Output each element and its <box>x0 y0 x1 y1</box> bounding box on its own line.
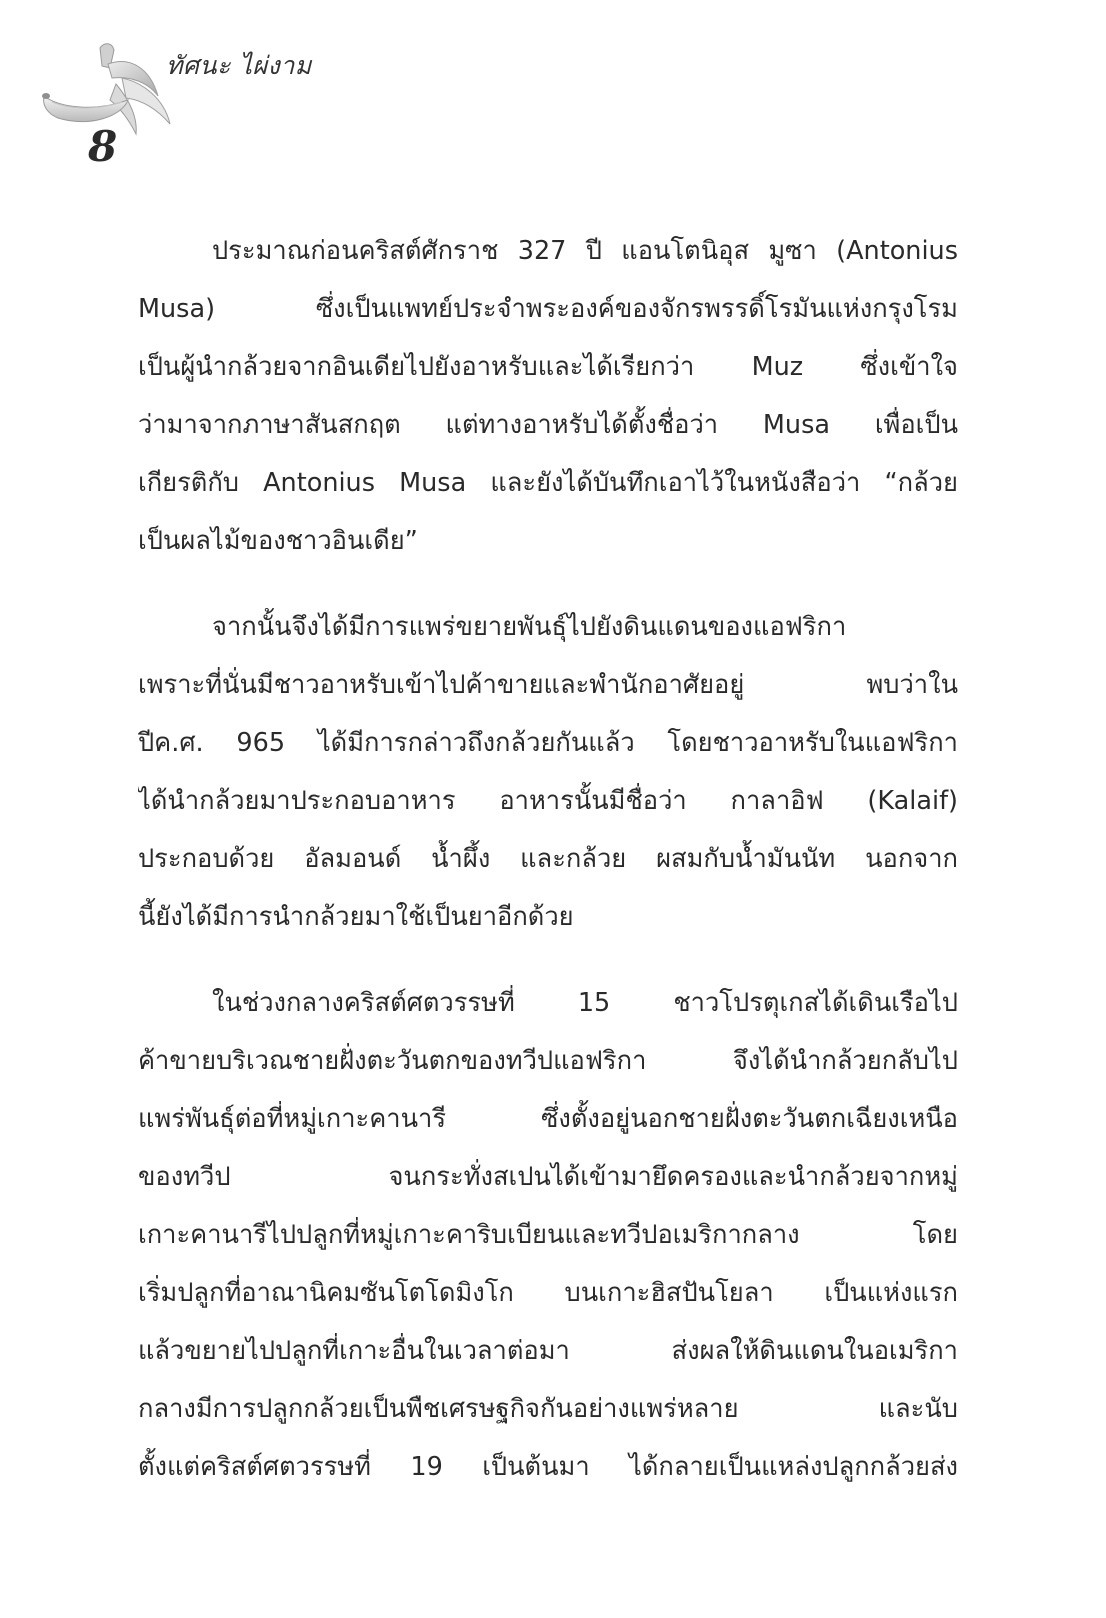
text-line: ว่ามาจากภาษาสันสกฤต แต่ทางอาหรับได้ตั้งชื่อว่า Musa เพื่อเป็น <box>138 410 958 440</box>
text-line: ประกอบด้วย อัลมอนด์ น้ำผึ้ง และกล้วย ผสมกับน้ำมันนัท นอกจาก <box>138 844 958 874</box>
text-line: ประมาณก่อนคริสต์ศักราช 327 ปี แอนโตนิอุส มูซา (Antonius <box>212 236 958 266</box>
body-text <box>138 222 958 1524</box>
page-header <box>0 0 1106 190</box>
text-line: แพร่พันธุ์ต่อที่หมู่เกาะคานารี ซึ่งตั้งอยู่นอกชายฝั่งตะวันตกเฉียงเหนือ <box>138 1104 958 1134</box>
text-line: เพราะที่นั่นมีชาวอาหรับเข้าไปค้าขายและพำนักอาศัยอยู่ พบว่าใน <box>138 670 958 700</box>
text-line: เกาะคานารีไปปลูกที่หมู่เกาะคาริบเบียนและทวีปอเมริกากลาง โดย <box>138 1220 958 1250</box>
paragraph-3 <box>138 974 958 1496</box>
author-name: ทัศนะ ไผ่งาม <box>166 51 312 80</box>
text-line: เกียรติกับ Antonius Musa และยังได้บันทึกเอาไว้ในหนังสือว่า “กล้วย <box>138 468 958 498</box>
text-line: ปีค.ศ. 965 ได้มีการกล่าวถึงกล้วยกันแล้ว โดยชาวอาหรับในแอฟริกา <box>138 728 958 758</box>
paragraph-2 <box>138 598 958 946</box>
text-line: ตั้งแต่คริสต์ศตวรรษที่ 19 เป็นต้นมา ได้กลายเป็นแหล่งปลูกกล้วยส่ง <box>138 1452 958 1482</box>
text-line: Musa) ซึ่งเป็นแพทย์ประจำพระองค์ของจักรพรรดิ์โรมันแห่งกรุงโรม <box>138 294 958 324</box>
text-line: เริ่มปลูกที่อาณานิคมซันโตโดมิงโก บนเกาะฮิสปันโยลา เป็นแห่งแรก <box>138 1278 958 1308</box>
text-line: ของทวีป จนกระทั่งสเปนได้เข้ามายึดครองและนำกล้วยจากหมู่ <box>138 1162 958 1192</box>
text-line: ได้นำกล้วยมาประกอบอาหาร อาหารนั้นมีชื่อว่า กาลาอิฟ (Kalaif) <box>138 786 958 816</box>
text-line: เป็นผู้นำกล้วยจากอินเดียไปยังอาหรับและได้เรียกว่า Muz ซึ่งเข้าใจ <box>138 352 958 382</box>
page-number: 8 <box>88 122 118 171</box>
paragraph-1 <box>138 222 958 570</box>
text-line: กลางมีการปลูกกล้วยเป็นพืชเศรษฐกิจกันอย่างแพร่หลาย และนับ <box>138 1394 958 1424</box>
text-line: เป็นผลไม้ของชาวอินเดีย” <box>138 526 418 556</box>
text-line: ค้าขายบริเวณชายฝั่งตะวันตกของทวีปแอฟริกา จึงได้นำกล้วยกลับไป <box>138 1046 958 1076</box>
text-line: นี้ยังได้มีการนำกล้วยมาใช้เป็นยาอีกด้วย <box>138 902 574 932</box>
text-line: จากนั้นจึงได้มีการแพร่ขยายพันธุ์ไปยังดินแดนของแอฟริกา <box>212 612 847 642</box>
text-line: แล้วขยายไปปลูกที่เกาะอื่นในเวลาต่อมา ส่งผลให้ดินแดนในอเมริกา <box>138 1336 958 1366</box>
text-line: ในช่วงกลางคริสต์ศตวรรษที่ 15 ชาวโปรตุเกสได้เดินเรือไป <box>212 988 958 1018</box>
